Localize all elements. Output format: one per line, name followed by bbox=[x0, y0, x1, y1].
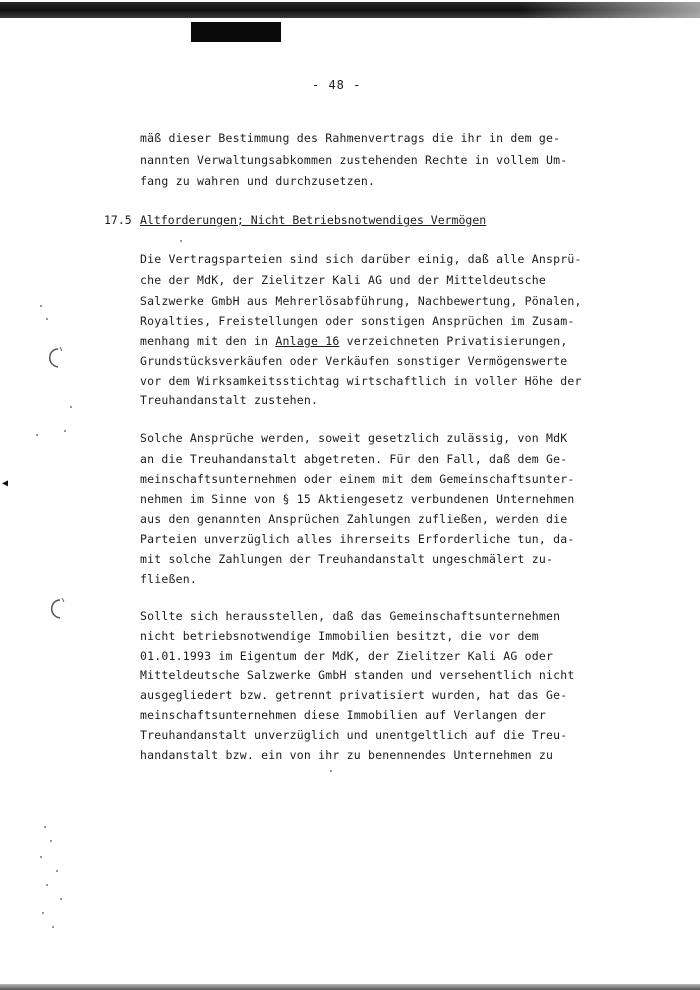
text-line: Treuhandanstalt unverzüglich und unentgeltlich auf die Treu- bbox=[140, 728, 568, 742]
text-line: nannten Verwaltungsabkommen zustehenden Rechte in vollem Um- bbox=[140, 153, 568, 167]
text-line: aus den genannten Ansprüchen Zahlungen zufließen, werden die bbox=[140, 512, 568, 526]
text-line: meinschaftsunternehmen oder einem mit dem Gemeinschaftsunter- bbox=[140, 472, 575, 486]
annex-reference: Anlage 16 bbox=[275, 334, 340, 348]
text-line: Salzwerke GmbH aus Mehrerlösabführung, Nachbewertung, Pönalen, bbox=[140, 294, 582, 308]
scan-speck bbox=[46, 884, 48, 886]
text-fragment: verzeichneten Privatisierungen, bbox=[346, 334, 568, 348]
redaction-block bbox=[191, 22, 281, 42]
text-line-with-reference bbox=[140, 334, 567, 348]
scan-speck bbox=[180, 240, 182, 242]
text-line: Grundstücksverkäufen oder Verkäufen sonstiger Vermögenswerte bbox=[140, 354, 568, 368]
text-line: Solche Ansprüche werden, soweit gesetzlich zulässig, von MdK bbox=[140, 431, 568, 445]
scan-speck bbox=[52, 926, 54, 928]
scan-speck bbox=[64, 430, 66, 432]
text-line: Sollte sich herausstellen, daß das Gemeinschaftsunternehmen bbox=[140, 609, 561, 623]
scan-speck bbox=[330, 770, 332, 772]
scan-speck bbox=[56, 870, 58, 872]
text-line: Parteien unverzüglich alles ihrerseits Erforderliche tun, da- bbox=[140, 532, 575, 546]
scan-top-edge bbox=[0, 2, 700, 18]
text-line: mäß dieser Bestimmung des Rahmenvertrags die ihr in dem ge- bbox=[140, 131, 561, 145]
text-line: handanstalt bzw. ein von ihr zu benennendes Unternehmen zu bbox=[140, 748, 554, 762]
text-line: Mitteldeutsche Salzwerke GmbH standen und versehentlich nicht bbox=[140, 668, 575, 682]
section-number: 17.5 bbox=[104, 213, 132, 227]
text-line: Treuhandanstalt zustehen. bbox=[140, 393, 319, 407]
scan-speck bbox=[50, 840, 52, 842]
scan-bottom-edge bbox=[0, 984, 700, 990]
punch-hole-mark-icon bbox=[44, 345, 64, 377]
text-line: Die Vertragsparteien sind sich darüber einig, daß alle Ansprü- bbox=[140, 252, 582, 266]
text-line: fließen. bbox=[140, 572, 197, 586]
scan-speck bbox=[42, 912, 44, 914]
text-line: ausgegliedert bzw. getrennt privatisiert wurden, hat das Ge- bbox=[140, 688, 568, 702]
text-line: che der MdK, der Zielitzer Kali AG und der Mitteldeutsche bbox=[140, 273, 547, 287]
scan-speck bbox=[60, 898, 62, 900]
text-line: 01.01.1993 im Eigentum der MdK, der Zielitzer Kali AG oder bbox=[140, 649, 554, 663]
text-line: fang zu wahren und durchzusetzen. bbox=[140, 174, 376, 188]
scan-speck bbox=[46, 318, 48, 320]
scan-speck bbox=[40, 305, 42, 307]
text-fragment: menhang mit den in bbox=[140, 334, 269, 348]
text-line: Royalties, Freistellungen oder sonstigen Ansprüchen im Zusam- bbox=[140, 314, 575, 328]
text-line: mit solche Zahlungen der Treuhandanstalt ungeschmälert zu- bbox=[140, 552, 554, 566]
text-line: an die Treuhandanstalt abgetreten. Für den Fall, daß dem Ge- bbox=[140, 452, 568, 466]
section-heading: Altforderungen; Nicht Betriebsnotwendiges Vermögen bbox=[140, 213, 487, 227]
punch-hole-mark-icon bbox=[46, 596, 66, 628]
text-line: nicht betriebsnotwendige Immobilien besitzt, die vor dem bbox=[140, 629, 539, 643]
text-line: nehmen im Sinne von § 15 Aktiengesetz verbundenen Unternehmen bbox=[140, 492, 575, 506]
page-edge-arrow-icon: ◀ bbox=[2, 478, 9, 489]
text-line: meinschaftsunternehmen diese Immobilien auf Verlangen der bbox=[140, 708, 547, 722]
scan-speck bbox=[70, 406, 72, 408]
scan-speck bbox=[44, 826, 46, 828]
scan-speck bbox=[36, 434, 38, 436]
scan-top-edge-fade bbox=[520, 2, 700, 18]
scan-speck bbox=[40, 856, 42, 858]
text-line: vor dem Wirksamkeitsstichtag wirtschaftlich in voller Höhe der bbox=[140, 374, 582, 388]
page-number: - 48 - bbox=[312, 78, 362, 92]
